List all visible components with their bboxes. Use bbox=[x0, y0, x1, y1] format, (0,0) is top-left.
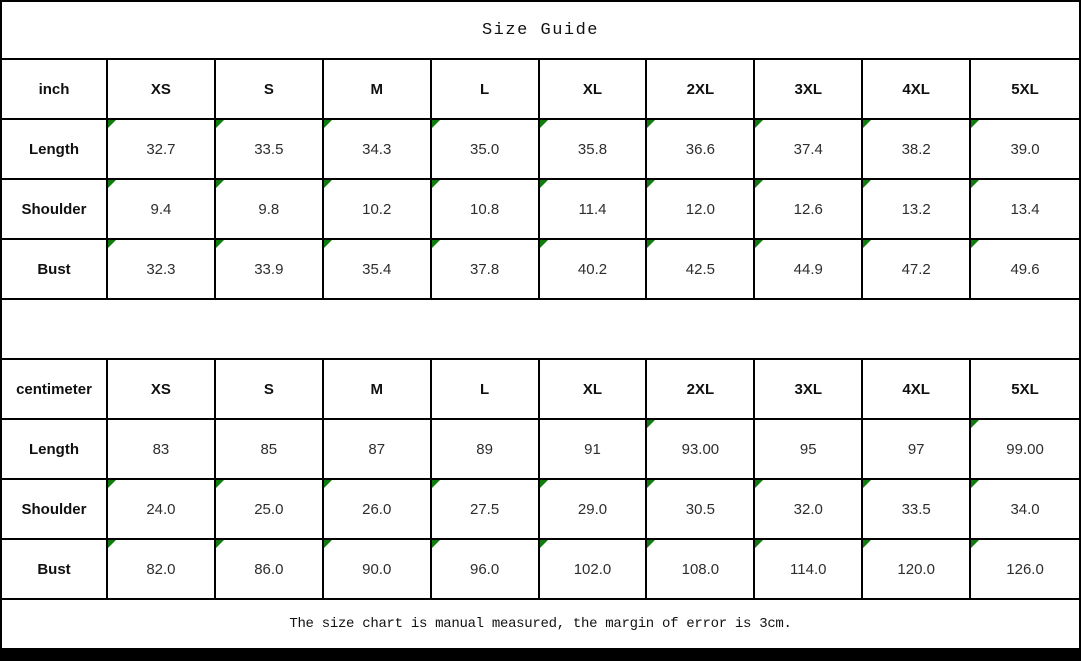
cell-value: 49.6 bbox=[1010, 260, 1040, 278]
cell-value: 83 bbox=[152, 440, 170, 458]
cell-flag-triangle-icon bbox=[647, 480, 655, 488]
row-label-cell: Length bbox=[2, 420, 108, 478]
cell-flag-triangle-icon bbox=[971, 480, 979, 488]
cell-flag-triangle-icon bbox=[324, 180, 332, 188]
cell-value: 32.0 bbox=[793, 500, 823, 518]
value-cell bbox=[971, 420, 1079, 478]
size-header-cell: XS bbox=[108, 360, 216, 418]
row-label-cell: Shoulder bbox=[2, 180, 108, 238]
cell-value: 13.4 bbox=[1010, 200, 1040, 218]
cell-flag-triangle-icon bbox=[647, 120, 655, 128]
cell-value: 96.0 bbox=[470, 560, 500, 578]
value-cell bbox=[216, 480, 324, 538]
cell-value: 35.4 bbox=[362, 260, 392, 278]
value-cell bbox=[863, 420, 971, 478]
value-cell bbox=[971, 180, 1079, 238]
cell-value: 24.0 bbox=[146, 500, 176, 518]
table-header-row bbox=[2, 360, 1079, 420]
value-cell bbox=[755, 240, 863, 298]
cell-value: 86.0 bbox=[254, 560, 284, 578]
cell-flag-triangle-icon bbox=[216, 480, 224, 488]
value-cell bbox=[971, 240, 1079, 298]
value-cell bbox=[863, 120, 971, 178]
value-cell bbox=[432, 480, 540, 538]
size-header-cell: S bbox=[216, 60, 324, 118]
size-table-centimeter bbox=[2, 360, 1079, 600]
cell-flag-triangle-icon bbox=[432, 480, 440, 488]
cell-value: 38.2 bbox=[901, 140, 931, 158]
cell-value: 9.4 bbox=[150, 200, 172, 218]
cell-flag-triangle-icon bbox=[755, 180, 763, 188]
size-header-cell: 2XL bbox=[647, 60, 755, 118]
value-cell bbox=[863, 480, 971, 538]
cell-flag-triangle-icon bbox=[540, 480, 548, 488]
size-header-cell: 5XL bbox=[971, 360, 1079, 418]
cell-value: 95 bbox=[799, 440, 817, 458]
cell-value: 47.2 bbox=[901, 260, 931, 278]
size-header-cell: 4XL bbox=[863, 360, 971, 418]
cell-flag-triangle-icon bbox=[540, 180, 548, 188]
cell-value: 82.0 bbox=[146, 560, 176, 578]
cell-flag-triangle-icon bbox=[863, 120, 871, 128]
value-cell bbox=[216, 180, 324, 238]
cell-flag-triangle-icon bbox=[647, 180, 655, 188]
cell-flag-triangle-icon bbox=[108, 540, 116, 548]
size-header-cell: 4XL bbox=[863, 60, 971, 118]
cell-flag-triangle-icon bbox=[540, 240, 548, 248]
table-header-row bbox=[2, 60, 1079, 120]
value-cell bbox=[647, 420, 755, 478]
value-cell bbox=[647, 240, 755, 298]
cell-value: 12.0 bbox=[685, 200, 715, 218]
cell-flag-triangle-icon bbox=[216, 240, 224, 248]
table-row bbox=[2, 240, 1079, 300]
size-header-cell: 5XL bbox=[971, 60, 1079, 118]
cell-flag-triangle-icon bbox=[216, 180, 224, 188]
value-cell bbox=[324, 180, 432, 238]
cell-value: 108.0 bbox=[681, 560, 720, 578]
cell-value: 30.5 bbox=[685, 500, 715, 518]
cell-flag-triangle-icon bbox=[863, 180, 871, 188]
cell-value: 90.0 bbox=[362, 560, 392, 578]
cell-value: 89 bbox=[476, 440, 493, 458]
cell-value: 44.9 bbox=[793, 260, 823, 278]
cell-value: 29.0 bbox=[577, 500, 608, 518]
cell-flag-triangle-icon bbox=[971, 180, 979, 188]
size-header-cell: L bbox=[432, 60, 540, 118]
size-header-cell: XL bbox=[540, 60, 648, 118]
value-cell bbox=[108, 540, 216, 598]
value-cell bbox=[540, 120, 648, 178]
value-cell bbox=[216, 240, 324, 298]
cell-value: 120.0 bbox=[897, 560, 935, 578]
value-cell bbox=[324, 540, 432, 598]
unit-header-cell: centimeter bbox=[2, 360, 108, 418]
value-cell bbox=[863, 240, 971, 298]
cell-value: 114.0 bbox=[790, 560, 827, 578]
cell-value: 126.0 bbox=[1006, 560, 1044, 578]
value-cell bbox=[324, 120, 432, 178]
value-cell bbox=[540, 480, 648, 538]
value-cell bbox=[863, 180, 971, 238]
value-cell bbox=[863, 540, 971, 598]
cell-flag-triangle-icon bbox=[863, 540, 871, 548]
value-cell bbox=[216, 540, 324, 598]
page-title: Size Guide bbox=[2, 2, 1079, 60]
cell-value: 37.4 bbox=[793, 140, 823, 158]
cell-value: 40.2 bbox=[577, 260, 608, 278]
value-cell bbox=[108, 120, 216, 178]
cell-value: 11.4 bbox=[578, 200, 607, 218]
value-cell bbox=[540, 180, 648, 238]
cell-value: 9.8 bbox=[258, 200, 280, 218]
cell-flag-triangle-icon bbox=[108, 120, 116, 128]
cell-value: 85 bbox=[260, 440, 278, 458]
value-cell bbox=[216, 120, 324, 178]
cell-flag-triangle-icon bbox=[324, 480, 332, 488]
size-header-cell: 3XL bbox=[755, 60, 863, 118]
size-header-cell: 2XL bbox=[647, 360, 755, 418]
cell-value: 102.0 bbox=[573, 560, 612, 578]
value-cell bbox=[432, 240, 540, 298]
cell-value: 32.7 bbox=[146, 140, 176, 158]
value-cell bbox=[324, 420, 432, 478]
cell-flag-triangle-icon bbox=[324, 120, 332, 128]
cell-value: 42.5 bbox=[685, 260, 715, 278]
cell-flag-triangle-icon bbox=[108, 480, 116, 488]
value-cell bbox=[971, 480, 1079, 538]
value-cell bbox=[108, 180, 216, 238]
cell-flag-triangle-icon bbox=[755, 540, 763, 548]
value-cell bbox=[540, 540, 648, 598]
table-row bbox=[2, 420, 1079, 480]
cell-value: 13.2 bbox=[901, 200, 931, 218]
size-header-cell: L bbox=[432, 360, 540, 418]
cell-value: 93.00 bbox=[681, 440, 720, 458]
cell-flag-triangle-icon bbox=[324, 540, 332, 548]
cell-flag-triangle-icon bbox=[755, 240, 763, 248]
size-table-inch bbox=[2, 60, 1079, 300]
value-cell bbox=[108, 480, 216, 538]
cell-value: 12.6 bbox=[793, 200, 823, 218]
cell-flag-triangle-icon bbox=[863, 480, 871, 488]
size-header-cell: XS bbox=[108, 60, 216, 118]
row-label-cell: Shoulder bbox=[2, 480, 108, 538]
cell-flag-triangle-icon bbox=[755, 480, 763, 488]
cell-value: 34.3 bbox=[362, 140, 392, 158]
row-label-cell: Length bbox=[2, 120, 108, 178]
value-cell bbox=[432, 420, 540, 478]
cell-flag-triangle-icon bbox=[432, 180, 440, 188]
cell-value: 36.6 bbox=[685, 140, 715, 158]
value-cell bbox=[108, 240, 216, 298]
value-cell bbox=[647, 540, 755, 598]
value-cell bbox=[432, 540, 540, 598]
cell-flag-triangle-icon bbox=[108, 240, 116, 248]
cell-flag-triangle-icon bbox=[863, 240, 871, 248]
value-cell bbox=[971, 120, 1079, 178]
value-cell bbox=[216, 420, 324, 478]
cell-value: 35.0 bbox=[470, 140, 500, 158]
value-cell bbox=[540, 240, 648, 298]
cell-value: 87 bbox=[368, 440, 386, 458]
cell-value: 26.0 bbox=[362, 500, 392, 518]
value-cell bbox=[971, 540, 1079, 598]
size-header-cell: 3XL bbox=[755, 360, 863, 418]
cell-flag-triangle-icon bbox=[432, 540, 440, 548]
bottom-strip bbox=[2, 650, 1079, 659]
value-cell bbox=[755, 540, 863, 598]
size-header-cell: M bbox=[324, 360, 432, 418]
value-cell bbox=[647, 180, 755, 238]
value-cell bbox=[432, 180, 540, 238]
value-cell bbox=[755, 480, 863, 538]
cell-value: 33.9 bbox=[254, 260, 284, 278]
cell-flag-triangle-icon bbox=[755, 120, 763, 128]
cell-value: 33.5 bbox=[254, 140, 284, 158]
value-cell bbox=[324, 240, 432, 298]
value-cell bbox=[647, 480, 755, 538]
cell-flag-triangle-icon bbox=[971, 420, 979, 428]
cell-value: 10.2 bbox=[362, 200, 392, 218]
cell-flag-triangle-icon bbox=[540, 120, 548, 128]
row-label-cell: Bust bbox=[2, 240, 108, 298]
value-cell bbox=[755, 180, 863, 238]
table-gap-row bbox=[2, 300, 1079, 360]
value-cell bbox=[755, 420, 863, 478]
value-cell bbox=[647, 120, 755, 178]
cell-flag-triangle-icon bbox=[647, 240, 655, 248]
size-header-cell: M bbox=[324, 60, 432, 118]
cell-flag-triangle-icon bbox=[647, 540, 655, 548]
cell-value: 10.8 bbox=[470, 200, 500, 218]
value-cell bbox=[540, 420, 648, 478]
cell-flag-triangle-icon bbox=[432, 240, 440, 248]
cell-value: 37.8 bbox=[470, 260, 500, 278]
value-cell bbox=[755, 120, 863, 178]
cell-value: 32.3 bbox=[146, 260, 176, 278]
cell-value: 27.5 bbox=[470, 500, 500, 518]
row-label-cell: Bust bbox=[2, 540, 108, 598]
cell-flag-triangle-icon bbox=[971, 540, 979, 548]
size-header-cell: S bbox=[216, 360, 324, 418]
cell-flag-triangle-icon bbox=[971, 120, 979, 128]
cell-value: 97 bbox=[907, 440, 925, 458]
table-row bbox=[2, 540, 1079, 600]
cell-flag-triangle-icon bbox=[432, 120, 440, 128]
cell-value: 35.8 bbox=[577, 140, 608, 158]
table-row bbox=[2, 480, 1079, 540]
size-header-cell: XL bbox=[540, 360, 648, 418]
cell-value: 91 bbox=[584, 440, 601, 458]
value-cell bbox=[432, 120, 540, 178]
cell-flag-triangle-icon bbox=[324, 240, 332, 248]
cell-value: 99.00 bbox=[1006, 440, 1044, 458]
cell-value: 33.5 bbox=[901, 500, 931, 518]
footer-note: The size chart is manual measured, the margin of error is 3cm. bbox=[2, 600, 1079, 650]
cell-value: 39.0 bbox=[1010, 140, 1040, 158]
cell-flag-triangle-icon bbox=[108, 180, 116, 188]
cell-flag-triangle-icon bbox=[647, 420, 655, 428]
table-row bbox=[2, 120, 1079, 180]
cell-flag-triangle-icon bbox=[216, 540, 224, 548]
cell-flag-triangle-icon bbox=[971, 240, 979, 248]
cell-flag-triangle-icon bbox=[540, 540, 548, 548]
table-row bbox=[2, 180, 1079, 240]
value-cell bbox=[324, 480, 432, 538]
cell-value: 25.0 bbox=[254, 500, 284, 518]
value-cell bbox=[108, 420, 216, 478]
unit-header-cell: inch bbox=[2, 60, 108, 118]
cell-flag-triangle-icon bbox=[216, 120, 224, 128]
cell-value: 34.0 bbox=[1010, 500, 1040, 518]
sheet-content bbox=[2, 2, 1079, 659]
